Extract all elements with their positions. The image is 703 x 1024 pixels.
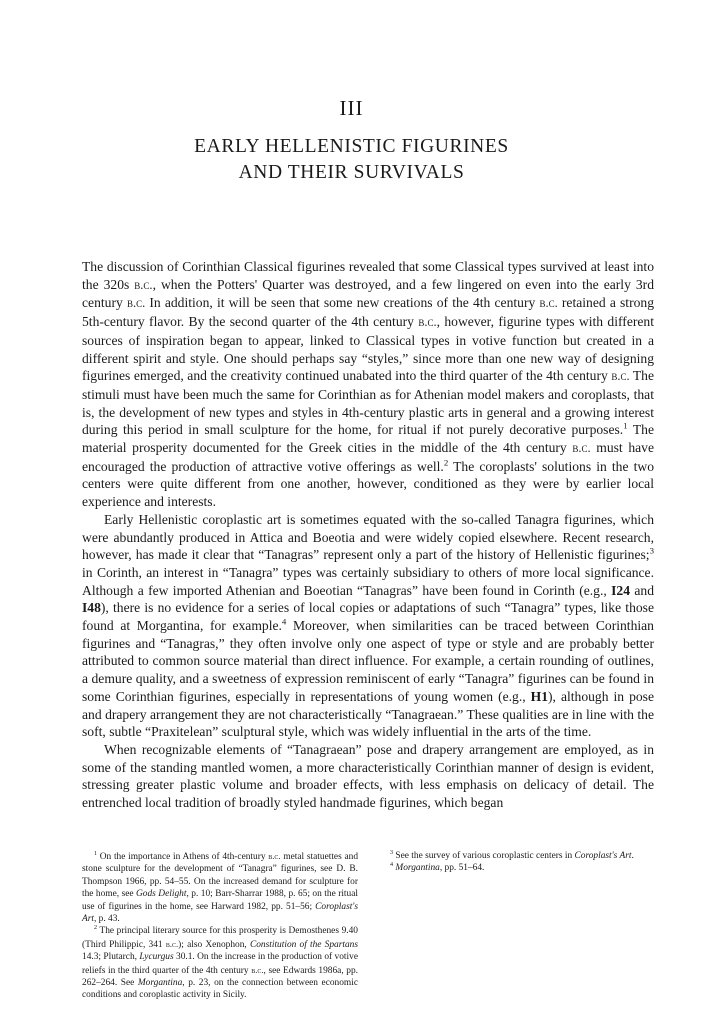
paragraph-3: When recognizable elements of “Tanagraean” pose and drapery arrangement are employed, as in some of the standing mantled women, a more characteristically Corinthian manner of design is evident, stressing greater plastic volume and broader effects, with less emphasis on delicacy of detail. The entrenched local tradition of broadly styled handmade figurines, which began bbox=[82, 741, 654, 811]
footnotes bbox=[82, 850, 654, 1002]
footnote-ref-1[interactable]: 1 bbox=[623, 420, 628, 431]
body-text bbox=[82, 258, 654, 812]
era-abbrev: b.c. bbox=[418, 315, 437, 330]
footnote-ref-3[interactable]: 3 bbox=[649, 545, 654, 556]
era-abbrev: b.c. bbox=[126, 296, 146, 311]
era-abbrev: b.c. bbox=[134, 277, 153, 292]
footnote-2: $^2$ The principal literary source for this prosperity is Demosthenes 9.40 (Third Philippic, 341 b.c.); also Xenophon, Constitution of the Spartans 14.3; Plutarch, Lycurgus 30.1. On the increase in the production of votive reliefs in the third quarter of the 4th century b.c., see Edwards 1986a, pp. 262–264. See Morgantina, p. 23, on the connection between economic conditions and coroplastic activity in Sicily. bbox=[82, 925, 359, 1001]
catalogue-ref-h1[interactable]: H1 bbox=[530, 688, 549, 704]
footnote-4: $^4$ Morgantina, pp. 51–64. bbox=[390, 862, 485, 874]
chapter-title bbox=[0, 134, 703, 186]
footnote-ref-4[interactable]: 4 bbox=[281, 616, 287, 627]
paragraph-2: Early Hellenistic coroplastic art is sometimes equated with the so-called Tanagra figurines, which were abundantly produced in Attica and Boeotia and were widely copied elsewhere. Recent research, however, has made it clear that “Tanagras” represent only a part of the history of Hellenistic figurines;$^3$ in Corinth, an interest in “Tanagra” types was certainly subsidiary to others of more local significance. Although a few imported Athenian and Boeotian “Tanagras” have been found in Corinth (e.g., I24 and I48), there is no evidence for a series of local copies or adaptations of such “Tanagra” types, like those found at Morgantina, for example.$^4$ Moreover, when similarities can be traced between Corinthian figurines and “Tanagras,” they often involve only one aspect of type or style and are probably better attributed to common source material than direct influence. For example, a certain rounding of outlines, a demure quality, and a sweetness of expression reminiscent of early “Tanagra” figurines can be found in some Corinthian figurines, especially in representations of young women (e.g., H1), although in pose and drapery arrangement they are not characteristically “Tanagraean.” These qualities are in line with the soft, subtle “Praxitelean” sculptural style, which was widely influential in the arts of the time. bbox=[82, 511, 654, 740]
era-abbrev: b.c. bbox=[572, 441, 591, 456]
catalogue-ref-i48[interactable]: I48 bbox=[82, 600, 101, 616]
catalogue-ref-i24[interactable]: I24 bbox=[611, 582, 631, 598]
paragraph-1: The discussion of Corinthian Classical figurines revealed that some Classical types survived at least into the 320s b.c., when the Potters' Quarter was destroyed, and a few lingered on even into the early 3rd century b.c. In addition, it will be seen that some new creations of the 4th century b.c. retained a strong 5th-century flavor. By the second quarter of the 4th century b.c., however, figurine types with different sources of inspiration began to appear, linked to Classical types in votive function but created in a different spirit and style. One should perhaps say “styles,” since more than one new way of designing figurines emerged, and the creativity continued unabated into the third quarter of the 4th century b.c. The stimuli must have been much the same for Corinthian as for Athenian model makers and coroplasts, that is, the development of new types and styles in 4th-century plastic arts in general and a growing interest during this period in small sculpture for the home, for ritual if not purely decorative purposes.$^1$ The material prosperity documented for the Greek cities in the middle of the 4th century b.c. must have encouraged the production of attractive votive offerings as well.$^2$ The coroplasts' solutions in the two centers were quite different from one another, however, conditioned as they were by earlier local experience and interests. bbox=[82, 259, 654, 510]
footnote-number: 3 bbox=[390, 849, 394, 856]
era-abbrev: b.c. bbox=[611, 369, 630, 384]
chapter-title-line-2: AND THEIR SURVIVALS bbox=[238, 162, 465, 183]
footnote-ref-2[interactable]: 2 bbox=[443, 457, 449, 468]
era-abbrev: b.c. bbox=[539, 296, 558, 311]
footnotes-column-left bbox=[82, 850, 358, 1002]
footnotes-column-right bbox=[378, 850, 654, 1002]
footnote-1: $^1$ On the importance in Athens of 4th-century b.c. metal statuettes and stone sculpture for the development of “Tanagra” figurines, see D. B. Thompson 1966, pp. 54–55. On the increased demand for sculpture for the home, see Gods Delight, p. 10; Barr-Sharrar 1988, p. 65; on the ritual use of figurines in the home, see Harward 1982, pp. 51–56; Coroplast's Art, p. 43. bbox=[82, 850, 359, 925]
footnote-number: 2 bbox=[94, 925, 98, 932]
footnote-number: 1 bbox=[94, 850, 98, 857]
footnote-number: 4 bbox=[390, 862, 394, 869]
footnote-3: $^3$ See the survey of various coroplastic centers in Coroplast's Art. bbox=[390, 849, 634, 861]
chapter-number: III bbox=[339, 96, 364, 120]
chapter-title-line-1: EARLY HELLENISTIC FIGURINES bbox=[194, 136, 509, 157]
